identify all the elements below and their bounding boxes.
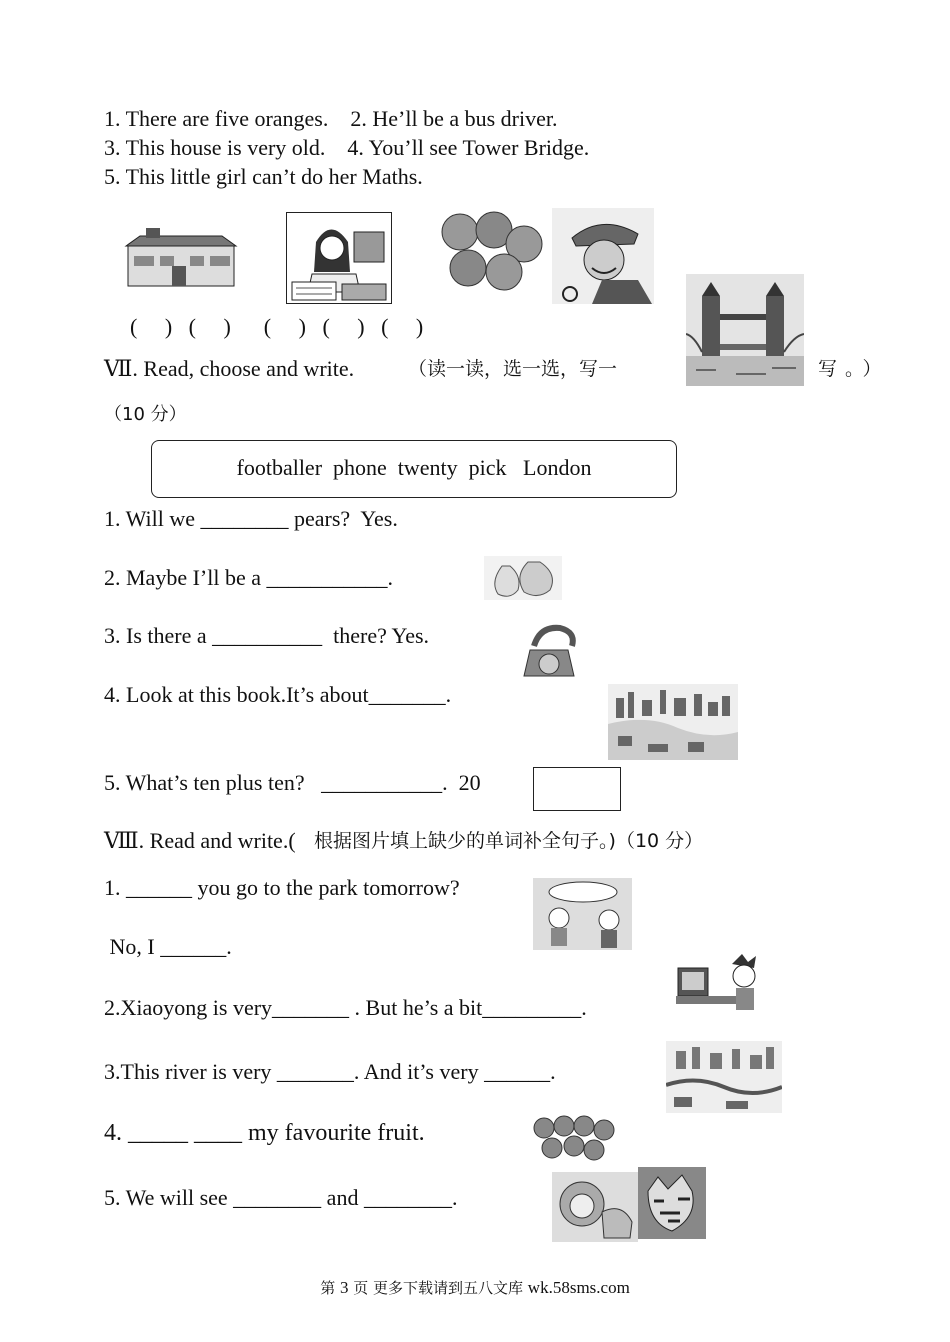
tiger-image (638, 1167, 706, 1239)
footer-cn-a: 第 (320, 1279, 340, 1297)
s7-question-1: 1. Will we ________ pears? Yes. (104, 506, 398, 531)
pears-image (484, 556, 562, 600)
bus-driver-image (552, 208, 654, 304)
phone-image (520, 624, 578, 680)
old-house-image (122, 226, 240, 288)
boy-computer-image (676, 954, 764, 1014)
london-image (608, 684, 738, 760)
five-oranges-image (438, 208, 544, 296)
s8-question-2: 2.Xiaoyong is very_______ . But he’s a bit_________. (104, 995, 587, 1020)
girl-doing-maths-image (286, 212, 392, 304)
s6-sentence-2: 3. This house is very old. 4. You’ll see Tower Bridge. (104, 135, 590, 160)
s8-question-3: 3.This river is very _______. And it’s very ______. (104, 1059, 556, 1084)
s7-question-3: 3. Is there a __________ there? Yes. (104, 623, 430, 648)
footer-cn-b: 页 更多下载请到五八文库 (348, 1279, 528, 1297)
page-footer (0, 1277, 950, 1298)
s6-sentence-3: 5. This little girl can’t do her Maths. (104, 164, 423, 189)
word-bank-words: footballer phone twenty pick London (236, 455, 592, 480)
s8-question-4: 4. _____ ____ my favourite fruit. (104, 1120, 425, 1146)
footer-page-number: 3 (339, 1278, 349, 1297)
answer-box (533, 767, 621, 811)
lion-image (552, 1172, 638, 1242)
s7-question-5: 5. What’s ten plus ten? ___________. 20 (104, 770, 481, 795)
fruit-pile-image (532, 1114, 618, 1164)
s8-question-5: 5. We will see ________ and ________. (104, 1185, 458, 1210)
word-bank (151, 440, 677, 498)
s7-heading-cn-a: （读一读，选一选，写一 (408, 358, 618, 380)
answer-brackets: ( ) ( ) ( ) ( ) ( ) (130, 314, 424, 339)
s7-question-2: 2. Maybe I’ll be a ___________. (104, 565, 393, 590)
s7-points: （10 分） (104, 404, 187, 425)
s8-question-1: 1. ______ you go to the park tomorrow? (104, 875, 460, 900)
s6-sentence-1: 1. There are five oranges. 2. He’ll be a bus driver. (104, 106, 558, 131)
s8-heading-cn: 根据图片填上缺少的单词补全句子。)（10 分） (308, 830, 704, 852)
s8-heading: Ⅷ. Read and write.( (104, 828, 296, 853)
tower-bridge-image (686, 274, 804, 386)
s7-heading: Ⅶ. Read, choose and write. (104, 356, 355, 381)
park-children-image (533, 878, 632, 950)
s7-heading-cn-b: 写。） (818, 358, 890, 380)
river-image (666, 1041, 782, 1113)
s8-question-1-answer: No, I ______. (104, 934, 232, 959)
footer-site-link[interactable]: wk.58sms.com (527, 1278, 630, 1297)
s7-question-4: 4. Look at this book.It’s about_______. (104, 682, 452, 707)
